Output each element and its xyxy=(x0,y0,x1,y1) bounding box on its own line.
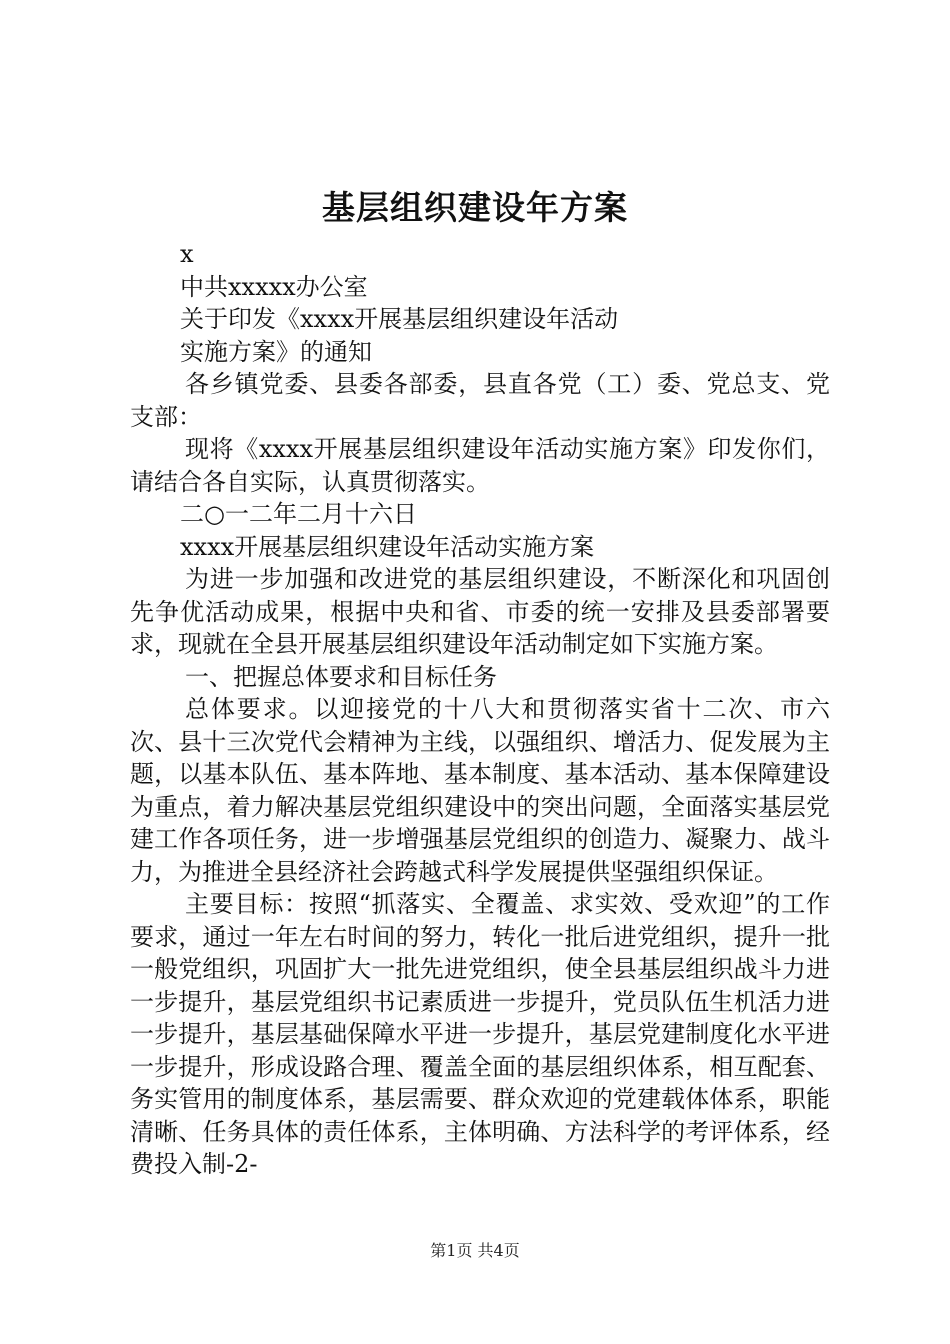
paragraph: 各乡镇党委、县委各部委，县直各党（工）委、党总支、党支部： xyxy=(130,370,830,431)
paragraph: xxxx开展基层组织建设年活动实施方案 xyxy=(180,532,595,561)
paragraph: 二○一二年二月十六日 xyxy=(180,500,417,528)
section-heading: 一、把握总体要求和目标任务 xyxy=(185,662,497,691)
paragraph: x xyxy=(180,240,194,268)
paragraph: 中共xxxxx办公室 xyxy=(180,272,368,301)
paragraph: 总体要求。以迎接党的十八大和贯彻落实省十二次、市六次、县十三次党代会精神为主线，以强组织、增活力、促发展为主题，以基本队伍、基本阵地、基本制度、基本活动、基本保障建设为重点，着力解决基层党组织建设中的突出问题，全面落实基层党建工作各项任务，进一步增强基层党组织的创造力、凝聚力、战斗力，为推进全县经济社会跨越式科学发展提供坚强组织保证。 xyxy=(130,695,830,886)
paragraph: 实施方案》的通知 xyxy=(180,337,372,366)
paragraph: 主要目标：按照“抓落实、全覆盖、求实效、受欢迎”的工作要求，通过一年左右时间的努力，转化一批后进党组织，提升一批一般党组织，巩固扩大一批先进党组织，使全县基层组织战斗力进一步提升，基层党组织书记素质进一步提升，党员队伍生机活力进一步提升，基层基础保障水平进一步提升，基层党建制度化水平进一步提升，形成设路合理、覆盖全面的基层组织体系，相互配套、务实管用的制度体系，基层需要、群众欢迎的党建载体体系，职能清晰、任务具体的责任体系，主体明确、方法科学的考评体系，经费投入制-2- xyxy=(130,890,830,1178)
paragraph: 现将《xxxx开展基层组织建设年活动实施方案》印发你们，请结合各自实际，认真贯彻落实。 xyxy=(130,435,830,496)
document-body xyxy=(130,238,830,1181)
document-title: 基层组织建设年方案 xyxy=(322,188,628,227)
page-footer: 第1页 共4页 xyxy=(430,1241,520,1260)
paragraph: 为进一步加强和改进党的基层组织建设，不断深化和巩固创先争优活动成果，根据中央和省、市委的统一安排及县委部署要求，现就在全县开展基层组织建设年活动制定如下实施方案。 xyxy=(130,565,830,658)
paragraph: 关于印发《xxxx开展基层组织建设年活动 xyxy=(180,305,619,333)
